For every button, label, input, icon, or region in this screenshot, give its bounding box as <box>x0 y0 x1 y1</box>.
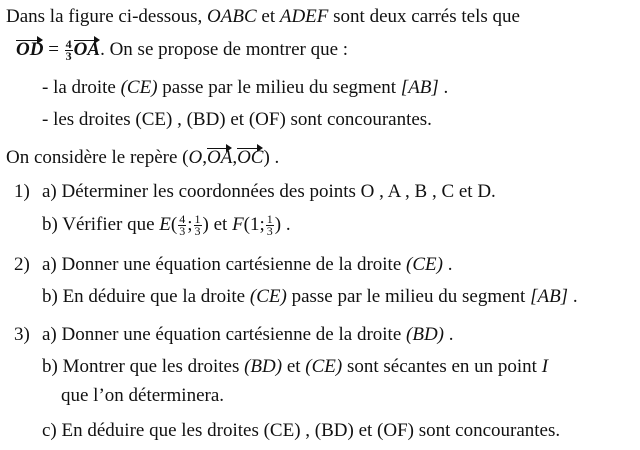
square-adef: ADEF <box>279 6 329 27</box>
f-y-denominator: 3 <box>266 224 273 239</box>
repere-prefix: On considère le repère ( <box>6 147 189 168</box>
point-f-open: (1; <box>243 214 265 235</box>
intro-prefix: Dans la figure ci-dessous, <box>6 6 208 27</box>
repere-sep-1: , <box>202 147 207 168</box>
goal-1 <box>42 77 448 99</box>
vector-oa: OA <box>73 39 101 60</box>
f-y-fraction <box>266 214 274 237</box>
point-f-close-paren: ) <box>274 214 282 235</box>
point-e-separator: ; <box>187 214 193 235</box>
question-2b-end: . <box>568 286 578 307</box>
question-2b-prefix: b) En déduire que la droite <box>42 286 250 307</box>
fraction-denominator: 3 <box>65 49 72 64</box>
vector-relation-line <box>16 39 348 62</box>
relation-tail: . On se propose de montrer que : <box>100 39 349 60</box>
e-y-fraction <box>194 214 202 237</box>
line-ce-q2b: (CE) <box>249 286 287 307</box>
e-x-fraction <box>178 214 186 237</box>
relation-equals: = <box>43 39 64 60</box>
point-i: I <box>541 356 549 377</box>
line-ce-q3b: (CE) <box>305 356 343 377</box>
question-2a <box>42 254 452 276</box>
vector-od: OD <box>16 39 44 60</box>
line-bd-q3b: (BD) <box>244 356 283 377</box>
question-2-number: 2) <box>14 254 30 275</box>
segment-ab-q2b: [AB] <box>530 286 569 307</box>
question-1b <box>42 214 291 237</box>
question-3a-prefix: a) Donner une équation cartésienne de la droite <box>42 324 407 345</box>
intro-suffix: sont deux carrés tels que <box>328 6 520 27</box>
point-e-open-paren: ( <box>170 214 178 235</box>
segment-ab: [AB] <box>400 77 439 98</box>
question-2b <box>42 286 578 308</box>
e-x-numerator: 4 <box>179 212 186 227</box>
vector-oc-basis: OC <box>237 147 264 168</box>
question-2a-prefix: a) Donner une équation cartésienne de la droite <box>42 254 407 275</box>
point-f: F <box>232 214 244 235</box>
question-3a <box>42 324 454 346</box>
e-y-numerator: 1 <box>194 212 201 227</box>
line-bd-q3a: (BD) <box>406 324 444 345</box>
question-3c-text: c) En déduire que les droites (CE) , (BD) et (OF) sont concourantes. <box>42 420 561 441</box>
intro-and: et <box>256 6 280 27</box>
goal-2 <box>42 109 432 131</box>
question-3-number: 3) <box>14 324 30 345</box>
f-y-numerator: 1 <box>266 212 273 227</box>
question-1a-text-line <box>42 181 496 203</box>
question-1b-and: et <box>208 214 233 235</box>
question-2-number-line <box>14 254 30 276</box>
goal-1-prefix: - la droite <box>42 77 121 98</box>
repere-sep-2: , <box>232 147 238 168</box>
question-3b-prefix: b) Montrer que les droites <box>42 356 245 377</box>
question-3b <box>42 356 548 378</box>
intro-line <box>6 6 520 28</box>
question-3c <box>42 420 560 442</box>
question-1-number: 1) <box>14 181 30 202</box>
point-e: E <box>159 214 171 235</box>
question-1b-end: . <box>281 214 291 235</box>
question-3b-and: et <box>282 356 306 377</box>
question-3-number-line <box>14 324 30 346</box>
e-y-denominator: 3 <box>194 224 201 239</box>
vector-oa-basis: OA <box>207 147 233 168</box>
line-ce-q2a: (CE) <box>406 254 443 275</box>
fraction-numerator: 4 <box>65 37 72 52</box>
question-1b-prefix: b) Vérifier que <box>42 214 160 235</box>
question-3b-mid: sont sécantes en un point <box>342 356 542 377</box>
fraction-four-thirds <box>65 39 73 62</box>
square-oabc: OABC <box>207 6 257 27</box>
question-3b-cont-text: que l’on déterminera. <box>61 385 225 406</box>
e-x-denominator: 3 <box>179 224 186 239</box>
repere-line <box>6 147 279 169</box>
goal-1-suffix: passe par le milieu du segment <box>157 77 401 98</box>
line-ce: (CE) <box>120 77 158 98</box>
question-1a <box>14 181 30 203</box>
question-2a-end: . <box>442 254 453 275</box>
question-3a-end: . <box>444 324 454 345</box>
question-2b-mid: passe par le milieu du segment <box>286 286 531 307</box>
question-3b-continuation <box>61 385 224 407</box>
goal-1-end: . <box>438 77 449 98</box>
goal-2-text: - les droites (CE) , (BD) et (OF) sont concourantes. <box>42 109 432 130</box>
point-e-close-paren: ) <box>202 214 209 235</box>
origin-o: O <box>188 147 203 168</box>
repere-end: ) . <box>263 147 280 168</box>
question-1a-text: a) Déterminer les coordonnées des points O , A , B , C et D. <box>42 181 496 202</box>
